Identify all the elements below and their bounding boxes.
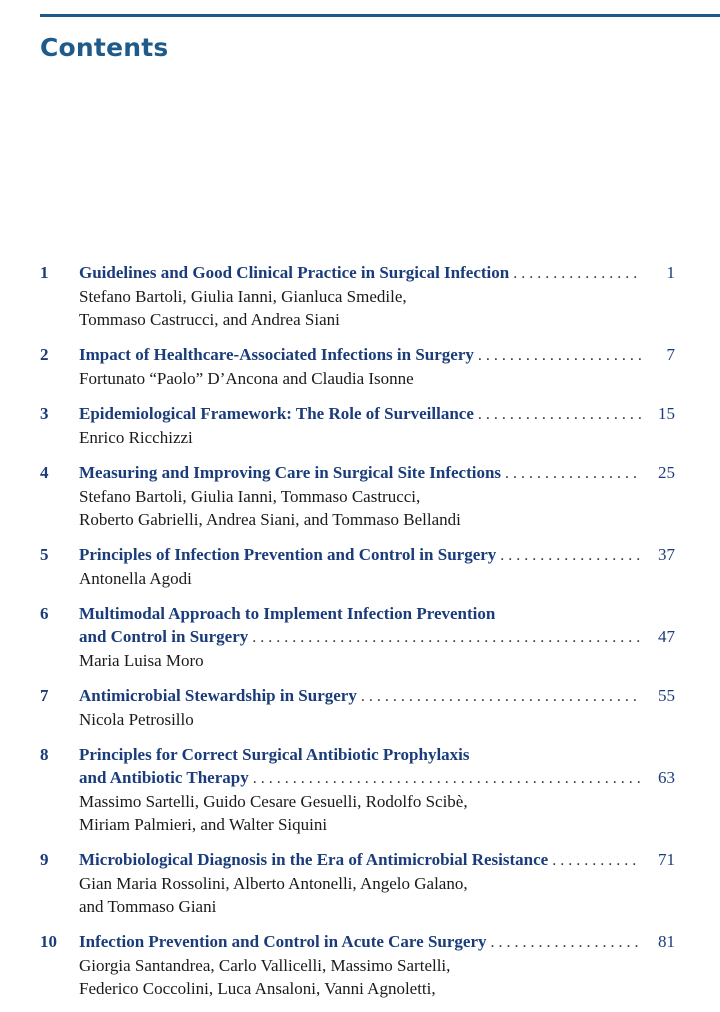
chapter-title[interactable]: Microbiological Diagnosis in the Era of Antimicrobial Resistance [79, 850, 549, 869]
toc-entry[interactable] [0, 343, 720, 390]
chapter-authors [79, 872, 675, 918]
chapter-number: 1 [40, 263, 49, 282]
toc-entry[interactable] [0, 743, 720, 836]
chapter-number: 8 [40, 745, 49, 764]
page-number[interactable]: 7 [666, 345, 675, 364]
author-line: Enrico Ricchizzi [79, 428, 193, 447]
author-line: Gian Maria Rossolini, Alberto Antonelli, Angelo Galano, [79, 874, 468, 893]
chapter-number: 2 [40, 345, 49, 364]
chapter-authors [79, 790, 675, 836]
toc-entry[interactable] [0, 848, 720, 918]
chapter-authors [79, 485, 675, 531]
chapter-number: 7 [40, 686, 49, 705]
chapter-number: 9 [40, 850, 49, 869]
chapter-title[interactable]: Principles of Infection Prevention and Control in Surgery [79, 545, 497, 564]
toc-entry[interactable] [0, 684, 720, 731]
author-line: Stefano Bartoli, Giulia Ianni, Tommaso Castrucci, [79, 487, 421, 506]
dot-leader [500, 544, 641, 567]
page-number[interactable]: 47 [658, 627, 675, 646]
page-number[interactable]: 37 [658, 545, 675, 564]
chapter-title[interactable]: Principles for Correct Surgical Antibiotic Prophylaxis [79, 745, 470, 764]
author-line: Nicola Petrosillo [79, 710, 194, 729]
author-line: Tommaso Castrucci, and Andrea Siani [79, 310, 340, 329]
author-line: Massimo Sartelli, Guido Cesare Gesuelli, Rodolfo Scibè, [79, 792, 468, 811]
chapter-title[interactable]: Infection Prevention and Control in Acute Care Surgery [79, 932, 487, 951]
page-title: Contents [40, 33, 169, 62]
page-number[interactable]: 71 [658, 850, 675, 869]
chapter-authors [79, 567, 675, 590]
chapter-title[interactable]: and Control in Surgery [79, 627, 249, 646]
chapter-title[interactable]: Guidelines and Good Clinical Practice in Surgical Infection [79, 263, 510, 282]
chapter-number: 6 [40, 604, 49, 623]
page-number[interactable]: 15 [658, 404, 675, 423]
toc-entry[interactable] [0, 930, 720, 1000]
page-number[interactable]: 1 [666, 263, 675, 282]
dot-leader [478, 403, 641, 426]
toc-entry[interactable] [0, 543, 720, 590]
chapter-authors [79, 954, 675, 1000]
page-number[interactable]: 25 [658, 463, 675, 482]
chapter-title[interactable]: and Antibiotic Therapy [79, 768, 249, 787]
toc-entry[interactable] [0, 461, 720, 531]
author-line: and Tommaso Giani [79, 897, 217, 916]
chapter-authors [79, 649, 675, 672]
dot-leader [252, 626, 641, 649]
author-line: Roberto Gabrielli, Andrea Siani, and Tommaso Bellandi [79, 510, 461, 529]
chapter-number: 3 [40, 404, 49, 423]
chapter-authors [79, 367, 675, 390]
dot-leader [253, 767, 641, 790]
toc-entry[interactable] [0, 261, 720, 331]
dot-leader [361, 685, 641, 708]
author-line: Antonella Agodi [79, 569, 192, 588]
chapter-title[interactable]: Multimodal Approach to Implement Infection Prevention [79, 604, 496, 623]
chapter-title[interactable]: Impact of Healthcare-Associated Infections in Surgery [79, 345, 474, 364]
top-rule [40, 14, 720, 17]
chapter-title[interactable]: Epidemiological Framework: The Role of Surveillance [79, 404, 474, 423]
author-line: Fortunato “Paolo” D’Ancona and Claudia Isonne [79, 369, 414, 388]
chapter-title[interactable]: Measuring and Improving Care in Surgical Site Infections [79, 463, 502, 482]
dot-leader [478, 344, 641, 367]
page-number[interactable]: 63 [658, 768, 675, 787]
author-line: Maria Luisa Moro [79, 651, 204, 670]
table-of-contents [0, 261, 720, 1012]
page-number[interactable]: 81 [658, 932, 675, 951]
dot-leader [552, 849, 641, 872]
toc-entry[interactable] [0, 602, 720, 672]
chapter-number: 4 [40, 463, 49, 482]
chapter-number: 5 [40, 545, 49, 564]
chapter-authors [79, 708, 675, 731]
author-line: Miriam Palmieri, and Walter Siquini [79, 815, 328, 834]
dot-leader [505, 462, 641, 485]
chapter-authors [79, 285, 675, 331]
page-number[interactable]: 55 [658, 686, 675, 705]
chapter-number: 10 [40, 932, 57, 951]
author-line: Giorgia Santandrea, Carlo Vallicelli, Massimo Sartelli, [79, 956, 451, 975]
toc-entry[interactable] [0, 402, 720, 449]
chapter-authors [79, 426, 675, 449]
dot-leader [513, 262, 641, 285]
author-line: Federico Coccolini, Luca Ansaloni, Vanni Agnoletti, [79, 979, 436, 998]
chapter-title[interactable]: Antimicrobial Stewardship in Surgery [79, 686, 357, 705]
author-line: Stefano Bartoli, Giulia Ianni, Gianluca Smedile, [79, 287, 407, 306]
dot-leader [491, 931, 641, 954]
